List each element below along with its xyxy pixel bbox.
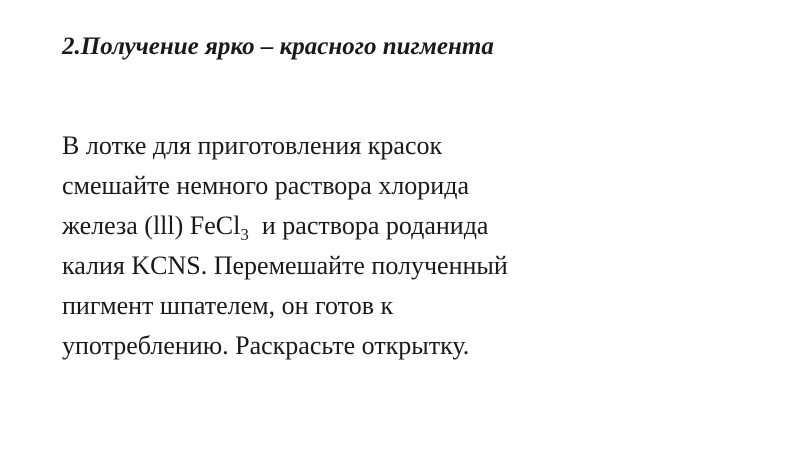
slide-body-text bbox=[62, 126, 762, 366]
body-line-3-formula-prefix: железа (lll) FeCl bbox=[62, 211, 241, 240]
body-line-3 bbox=[62, 206, 762, 246]
body-line-3-rest: и раствора роданида bbox=[248, 211, 489, 240]
body-line-4: калия KCNS. Перемешайте полученный bbox=[62, 251, 508, 280]
slide-title: 2.Получение ярко – красного пигмента bbox=[62, 33, 494, 60]
formula-subscript: 3 bbox=[240, 225, 249, 244]
body-line-5: пигмент шпателем, он готов к bbox=[62, 291, 394, 320]
body-line-6: употреблению. Раскрасьте открытку. bbox=[62, 331, 470, 360]
body-line-1: В лотке для приготовления красок bbox=[62, 131, 443, 160]
body-line-2: смешайте немного раствора хлорида bbox=[62, 171, 469, 200]
